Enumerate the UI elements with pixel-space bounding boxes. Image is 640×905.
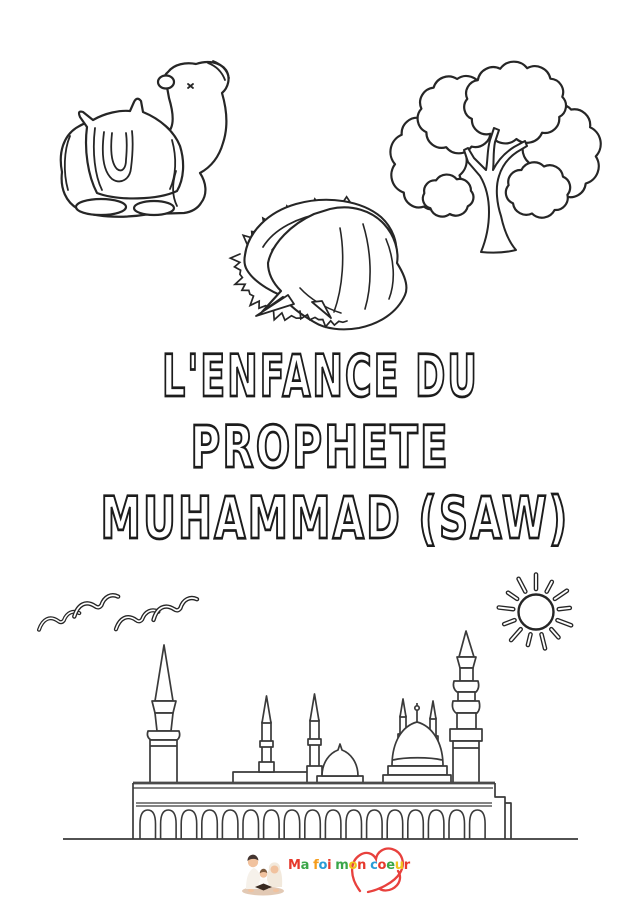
right-minaret	[450, 631, 482, 783]
prayer-hall	[133, 783, 511, 839]
title-line-3: MUHAMMAD (SAW)	[100, 484, 570, 552]
logo-letter: i	[327, 858, 332, 873]
logo-letter: c	[370, 858, 378, 873]
logo-wordmark	[288, 858, 410, 873]
camel-muzzle	[158, 76, 174, 89]
flying-birds	[38, 595, 200, 630]
family-reading-icon	[238, 845, 288, 897]
logo-letter: M	[288, 858, 301, 873]
logo-letter: a	[300, 858, 310, 873]
tree-foliage-lobe	[464, 62, 566, 144]
logo-letter: e	[386, 858, 395, 873]
cradle-illustration	[215, 190, 420, 338]
page-title	[0, 341, 640, 554]
logo-letter: o	[377, 858, 387, 873]
tree-foliage-lobe	[506, 162, 570, 217]
logo-letter: m	[335, 858, 349, 873]
sun-icon	[499, 575, 571, 649]
camel-illustration	[50, 58, 240, 228]
bird-icon	[151, 597, 199, 620]
sun-disc	[519, 595, 554, 630]
mosque-scene	[0, 575, 640, 865]
title-line-2: PROPHETE	[190, 413, 450, 481]
camel-front-foot	[134, 201, 174, 215]
logo-letter: o	[348, 858, 358, 873]
left-minaret	[147, 645, 179, 783]
title-line-1: L'ENFANCE DU	[161, 342, 479, 410]
logo-letter: u	[394, 858, 404, 873]
mosque-building	[63, 631, 578, 839]
thin-minaret-right	[307, 694, 322, 783]
large-dome	[383, 703, 451, 783]
logo	[238, 843, 418, 903]
logo-letter: o	[318, 858, 328, 873]
logo-letter: f	[313, 858, 319, 873]
central-dome	[317, 744, 363, 783]
logo-letter: n	[357, 858, 367, 873]
camel-rear-foot	[76, 199, 126, 215]
thin-minaret-left	[259, 696, 274, 772]
arcade-arches	[140, 810, 485, 839]
tree-foliage-lobe	[423, 175, 474, 217]
logo-letter: r	[403, 858, 410, 873]
